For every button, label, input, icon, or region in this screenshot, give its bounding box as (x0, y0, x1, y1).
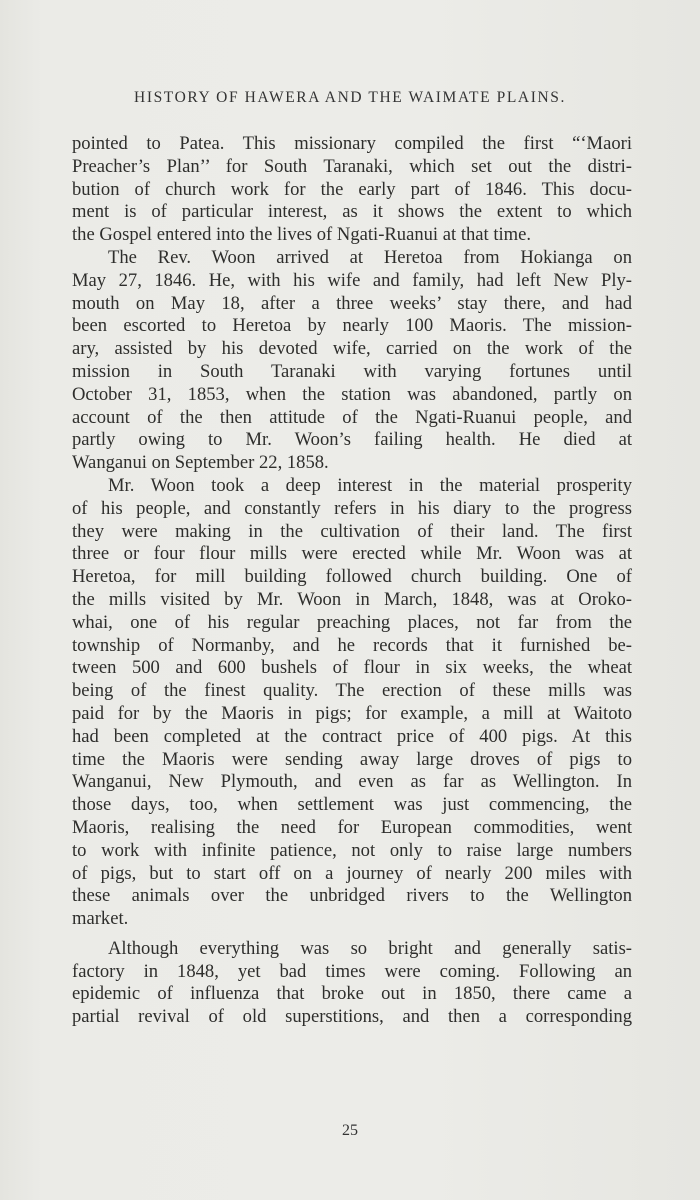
text-line: ary, assisted by his devoted wife, carried on the work of the (72, 338, 632, 360)
text-line: October 31, 1853, when the station was abandoned, partly on (72, 383, 632, 405)
text-line: paid for by the Maoris in pigs; for example, a mill at Waitoto (72, 702, 632, 724)
text-line: epidemic of influenza that broke out in 1850, there came a (72, 983, 632, 1005)
text-line: mission in South Taranaki with varying fortunes until (72, 360, 632, 382)
text-line: account of the then attitude of the Ngati-Ruanui people, and (72, 406, 632, 428)
text-line: partly owing to Mr. Woon’s failing health. He died at (72, 429, 632, 451)
text-line: whai, one of his regular preaching places, not far from the (72, 611, 632, 633)
text-line: Wanganui on September 22, 1858. (72, 452, 329, 474)
text-line: partial revival of old superstitions, and then a corresponding (72, 1006, 632, 1028)
text-line: they were making in the cultivation of their land. The first (72, 520, 632, 542)
text-line: Maoris, realising the need for European commodities, went (72, 816, 632, 838)
body-text (72, 133, 632, 1029)
paragraph-gap (72, 931, 632, 938)
page-number: 25 (342, 1122, 358, 1139)
text-line: pointed to Patea. This missionary compiled the first “‘Maori (72, 133, 632, 154)
text-line: Preacher’s Plan’’ for South Taranaki, which set out the distri- (72, 155, 632, 177)
paragraph (72, 475, 632, 931)
text-line: to work with infinite patience, not only to raise large numbers (72, 839, 632, 861)
text-line: being of the finest quality. The erection of these mills was (72, 680, 632, 702)
text-line: the Gospel entered into the lives of Ngati-Ruanui at that time. (72, 224, 532, 246)
text-line: of pigs, but to start off on a journey of nearly 200 miles with (72, 862, 632, 884)
text-line: three or four flour mills were erected while Mr. Woon was at (72, 543, 632, 565)
text-line: township of Normanby, and he records that it furnished be- (72, 634, 632, 656)
text-line: factory in 1848, yet bad times were coming. Following an (72, 960, 632, 982)
text-line: Heretoa, for mill building followed church building. One of (72, 566, 632, 588)
text-line: been escorted to Heretoa by nearly 100 Maoris. The mission- (72, 315, 632, 337)
text-line: May 27, 1846. He, with his wife and family, had left New Ply- (72, 269, 632, 291)
text-line: of his people, and constantly refers in his diary to the progress (72, 497, 632, 519)
text-line: these animals over the unbridged rivers to the Wellington (72, 885, 632, 907)
paragraph (72, 133, 632, 247)
text-line: Although everything was so bright and generally satis- (108, 937, 632, 959)
text-line: had been completed at the contract price of 400 pigs. At this (72, 725, 632, 747)
text-line: mouth on May 18, after a three weeks’ stay there, and had (72, 292, 632, 314)
text-line: the mills visited by Mr. Woon in March, 1848, was at Oroko- (72, 588, 632, 610)
running-head: HISTORY OF HAWERA AND THE WAIMATE PLAINS. (134, 89, 566, 106)
text-line: market. (72, 908, 129, 930)
text-line: tween 500 and 600 bushels of flour in six weeks, the wheat (72, 657, 632, 679)
text-line: bution of church work for the early part of 1846. This docu- (72, 178, 632, 200)
text-line: ment is of particular interest, as it shows the extent to which (72, 201, 632, 223)
text-line: those days, too, when settlement was just commencing, the (72, 794, 632, 816)
text-line: Wanganui, New Plymouth, and even as far as Wellington. In (72, 771, 632, 793)
paragraph (72, 938, 632, 1029)
paragraph (72, 247, 632, 475)
text-line: Mr. Woon took a deep interest in the material prosperity (108, 474, 632, 496)
text-line: time the Maoris were sending away large droves of pigs to (72, 748, 632, 770)
text-line: The Rev. Woon arrived at Heretoa from Hokianga on (108, 246, 632, 268)
